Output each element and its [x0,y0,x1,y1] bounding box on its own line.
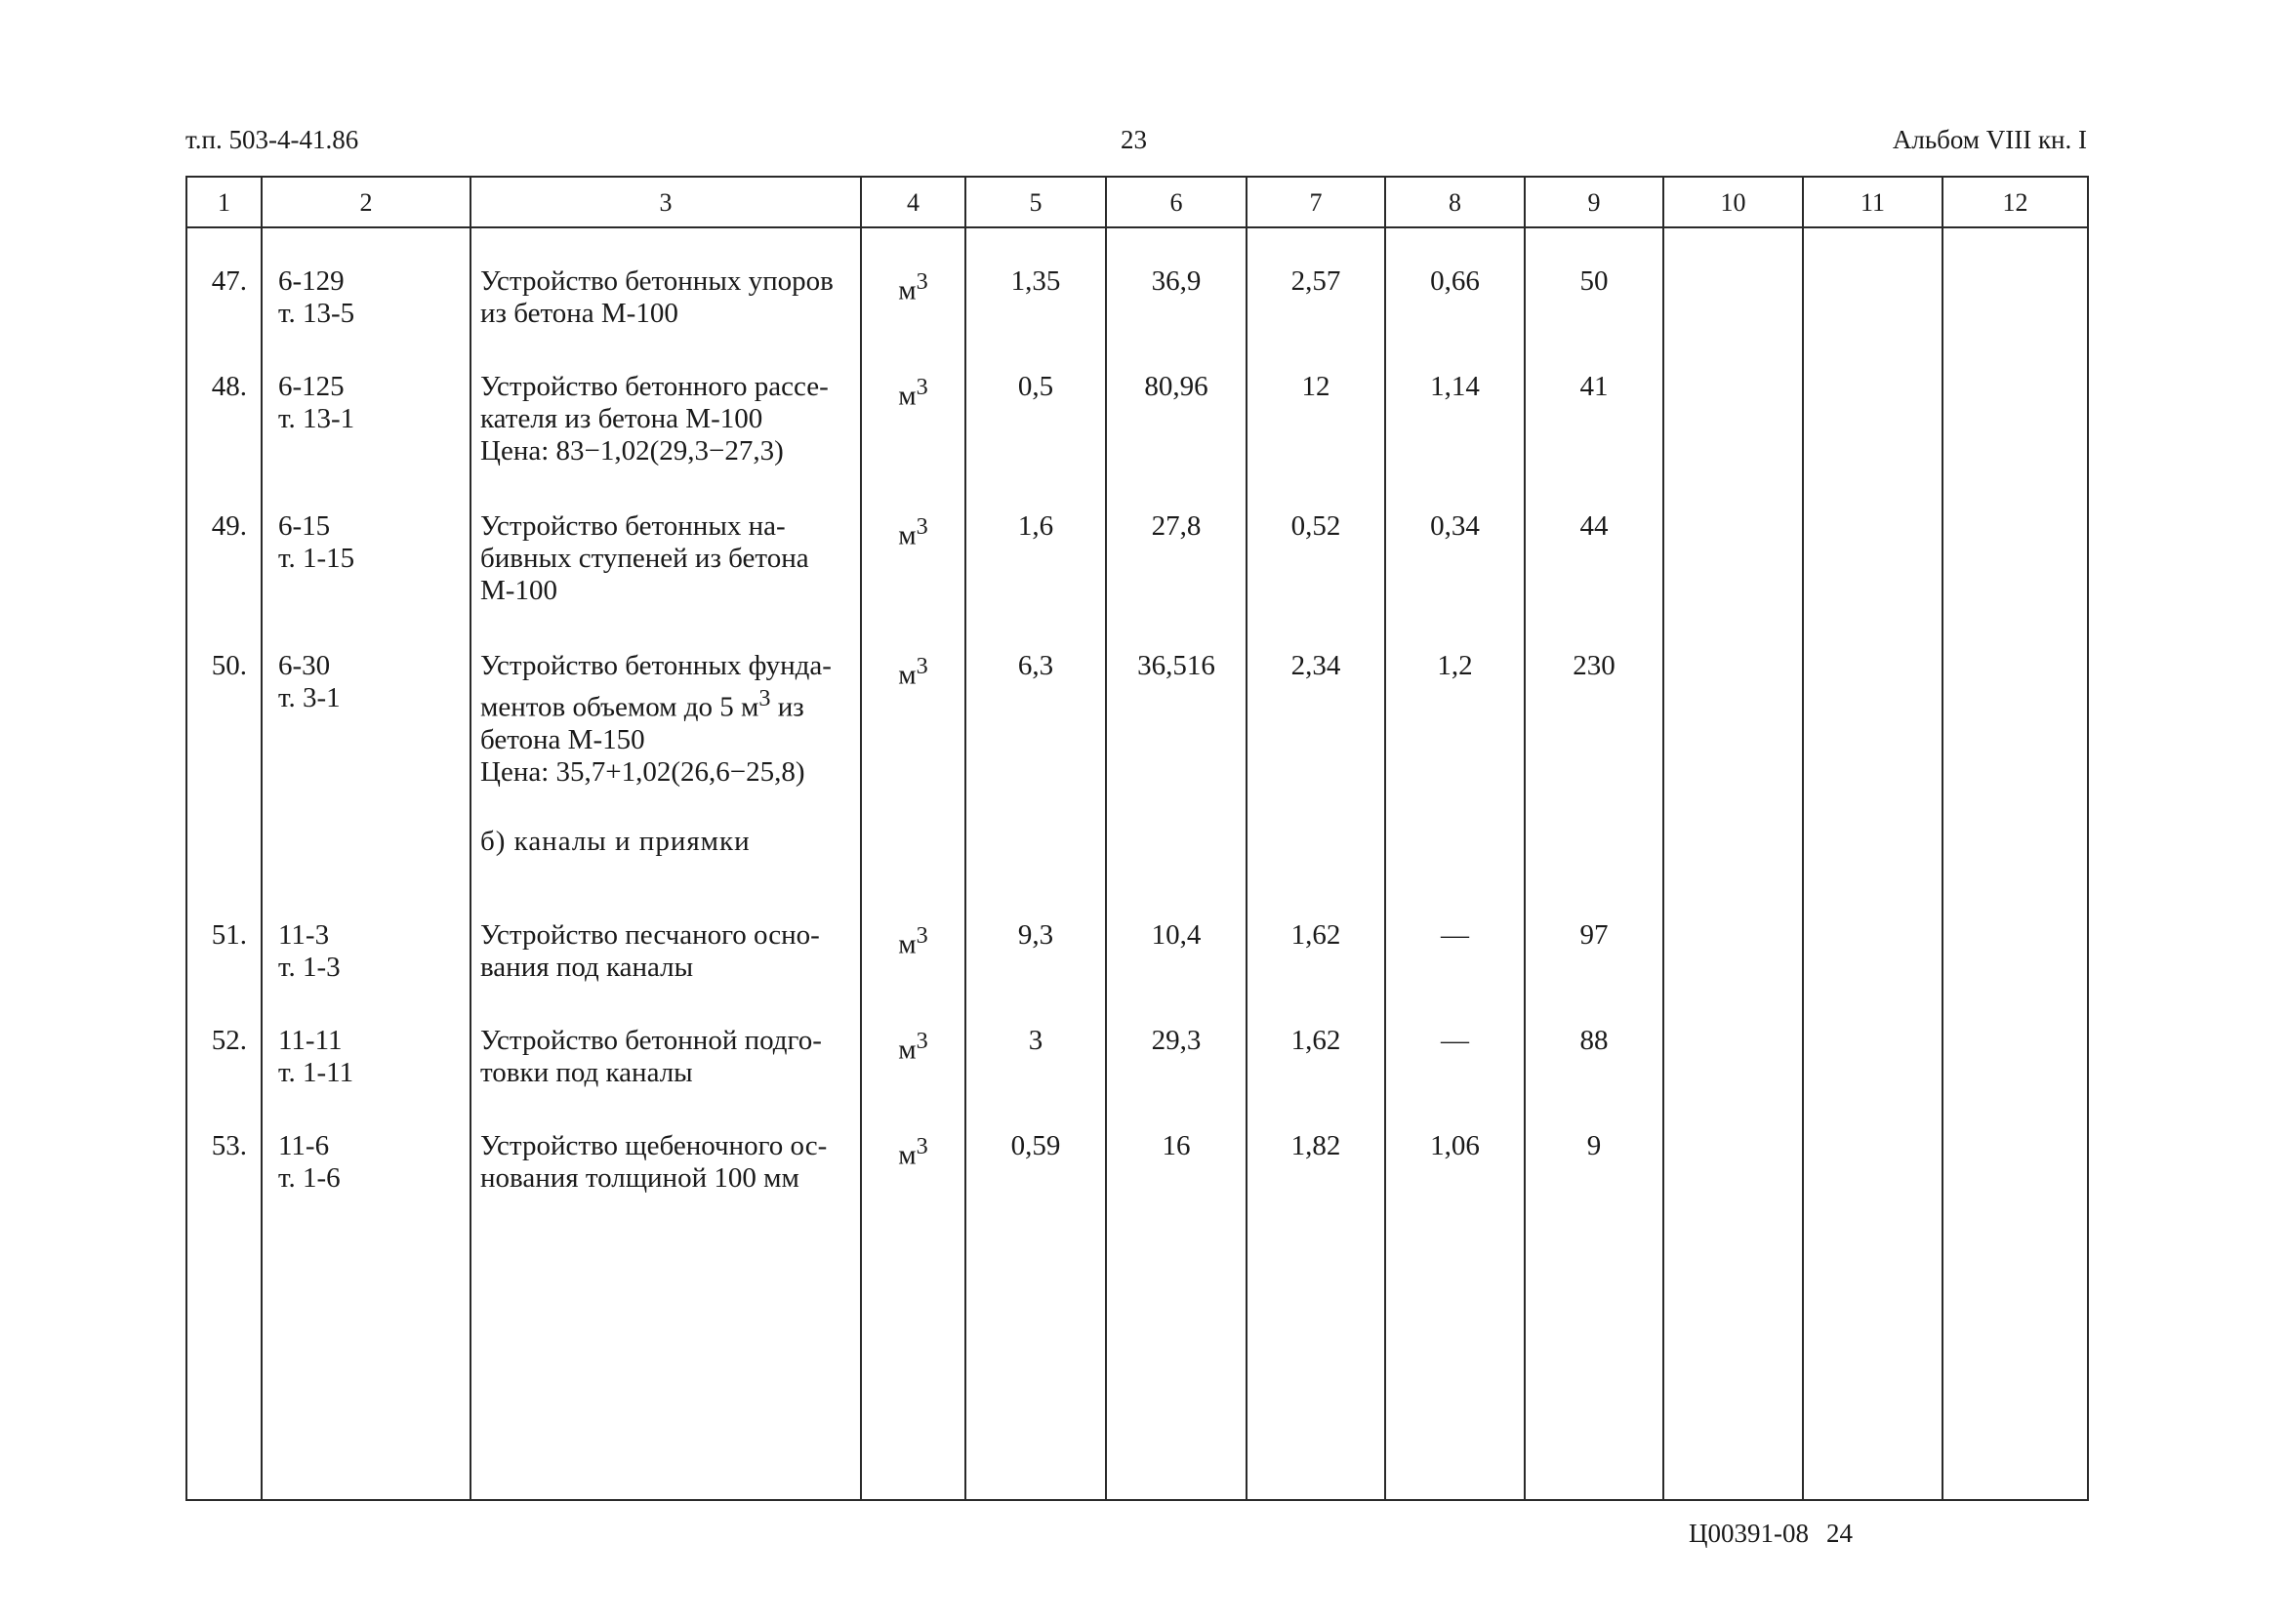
norm-code-line: 6-30 [278,650,331,681]
value-col7: 12 [1247,334,1385,473]
header-document-code: т.п. 503-4-41.86 [185,125,359,154]
description-line: Устройство щебеночного ос- [480,1129,828,1161]
value-col11 [1803,613,1942,789]
norm-code [262,227,470,334]
header-album: Альбом VIII кн. I [1892,125,2087,154]
unit-superscript: 3 [916,268,928,295]
value-col11 [1803,227,1942,334]
value-col5: 0,59 [965,1093,1106,1500]
unit-superscript: 3 [916,374,928,400]
description-superscript: 3 [758,685,771,711]
value-col6: 29,3 [1106,988,1247,1093]
row-number: 52. [186,988,262,1093]
column-header: 2 [262,177,470,227]
column-header: 8 [1385,177,1525,227]
norm-code-line: 11-3 [278,918,330,951]
work-description [470,473,861,613]
unit-superscript: 3 [916,513,928,540]
norm-code [262,473,470,613]
unit-superscript: 3 [916,1027,928,1054]
norm-table-line: т. 1-6 [278,1161,341,1194]
value-col6: 36,516 [1106,613,1247,789]
value-col7: 1,62 [1247,988,1385,1093]
value-col12 [1942,334,2088,473]
empty-cell [262,789,470,882]
value-col9: 230 [1525,613,1663,789]
description-text: ментов объемом до 5 м [480,691,759,723]
value-col11 [1803,334,1942,473]
value-col5: 1,6 [965,473,1106,613]
value-col10 [1663,227,1803,334]
unit-text: м [898,274,917,306]
value-col5: 1,35 [965,227,1106,334]
unit-text: м [898,928,917,960]
value-col12 [1942,227,2088,334]
description-line: нования толщиной 100 мм [480,1161,799,1194]
value-col7: 0,52 [1247,473,1385,613]
value-col6: 16 [1106,1093,1247,1500]
norm-table-line: т. 1-3 [278,951,341,983]
value-col9: 9 [1525,1093,1663,1500]
value-col10 [1663,473,1803,613]
value-col6: 27,8 [1106,473,1247,613]
footer-document-code [1689,1519,1853,1549]
work-description [470,882,861,988]
unit [861,227,965,334]
norm-code [262,613,470,789]
work-description [470,1093,861,1500]
unit-text: м [898,1139,917,1171]
empty-cell [186,789,262,882]
description-line: бетона М-150 [480,723,645,755]
empty-cell [1106,789,1247,882]
column-header: 3 [470,177,861,227]
work-description [470,227,861,334]
unit-text: м [898,519,917,551]
value-col8: 0,34 [1385,473,1525,613]
description-line: из бетона М-100 [480,298,678,329]
value-col8: 1,2 [1385,613,1525,789]
value-col5: 6,3 [965,613,1106,789]
unit [861,473,965,613]
value-col7: 1,82 [1247,1093,1385,1500]
norm-code [262,988,470,1093]
norm-code-line: 11-11 [278,1024,343,1056]
norm-table-line: т. 1-15 [278,543,355,574]
row-number: 47. [186,227,262,334]
unit [861,988,965,1093]
norm-code-line: 6-125 [278,371,345,402]
unit [861,882,965,988]
footer-code: Ц00391-08 [1689,1519,1809,1548]
description-line: М-100 [480,575,557,606]
value-col8: 1,14 [1385,334,1525,473]
unit [861,613,965,789]
value-col12 [1942,473,2088,613]
footer-page-number: 24 [1826,1519,1853,1548]
norm-table-line: т. 13-1 [278,403,355,434]
empty-cell [1803,789,1942,882]
unit-text: м [898,1034,917,1066]
norm-code-line: 6-129 [278,265,345,297]
value-col10 [1663,988,1803,1093]
value-col7: 2,34 [1247,613,1385,789]
column-header: 7 [1247,177,1385,227]
value-col10 [1663,1093,1803,1500]
value-col12 [1942,988,2088,1093]
table-header-row [186,177,2088,227]
description-line: бивных ступеней из бетона [480,543,809,574]
header-page-number: 23 [1121,125,1147,154]
empty-cell [1525,789,1663,882]
norm-code-line: 6-15 [278,510,331,542]
value-col6: 10,4 [1106,882,1247,988]
column-header: 5 [965,177,1106,227]
unit-text: м [898,380,917,412]
value-col5: 9,3 [965,882,1106,988]
value-col5: 0,5 [965,334,1106,473]
column-header: 11 [1803,177,1942,227]
description-line: кателя из бетона М-100 [480,403,763,434]
value-col11 [1803,1093,1942,1500]
value-col9: 44 [1525,473,1663,613]
value-col9: 97 [1525,882,1663,988]
value-col11 [1803,882,1942,988]
empty-cell [1663,789,1803,882]
norm-table-line: т. 1-11 [278,1056,354,1088]
description-line: Устройство бетонных фунда- [480,650,832,681]
column-header: 6 [1106,177,1247,227]
value-col12 [1942,1093,2088,1500]
empty-cell [1247,789,1385,882]
value-col8: — [1385,882,1525,988]
value-col10 [1663,882,1803,988]
description-line: Устройство бетонной подго- [480,1024,822,1056]
value-col12 [1942,613,2088,789]
unit-superscript: 3 [916,921,928,949]
value-col8: — [1385,988,1525,1093]
value-col9: 41 [1525,334,1663,473]
norm-code [262,334,470,473]
table-row [186,613,2088,789]
row-number: 51. [186,882,262,988]
unit [861,334,965,473]
unit-text: м [898,659,917,691]
column-header: 10 [1663,177,1803,227]
value-col8: 1,06 [1385,1093,1525,1500]
empty-cell [1942,789,2088,882]
unit-superscript: 3 [916,1132,928,1159]
empty-cell [861,789,965,882]
value-col5: 3 [965,988,1106,1093]
empty-cell [965,789,1106,882]
value-col10 [1663,334,1803,473]
norm-code [262,1093,470,1500]
work-description [470,988,861,1093]
estimate-table [185,176,2089,1501]
description-line: товки под каналы [480,1056,693,1088]
table-row [186,882,2088,988]
description-line: Устройство бетонных упоров [480,265,834,297]
price-formula: Цена: 83−1,02(29,3−27,3) [480,435,784,467]
value-col7: 2,57 [1247,227,1385,334]
norm-code [262,882,470,988]
column-header: 12 [1942,177,2088,227]
value-col9: 50 [1525,227,1663,334]
table-row [186,334,2088,473]
column-header: 1 [186,177,262,227]
value-col11 [1803,988,1942,1093]
norm-table-line: т. 3-1 [278,682,341,713]
value-col9: 88 [1525,988,1663,1093]
value-col10 [1663,613,1803,789]
work-description [470,334,861,473]
table-row [186,473,2088,613]
description-line: вания под каналы [480,951,694,983]
value-col8: 0,66 [1385,227,1525,334]
description-line: Устройство песчаного осно- [480,918,820,951]
value-col12 [1942,882,2088,988]
description-line: Устройство бетонных на- [480,510,786,542]
empty-cell [1385,789,1525,882]
value-col6: 80,96 [1106,334,1247,473]
value-col6: 36,9 [1106,227,1247,334]
value-col7: 1,62 [1247,882,1385,988]
description-line: Устройство бетонного рассе- [480,371,829,402]
section-title [470,789,861,882]
table-row [186,988,2088,1093]
table-row [186,1093,2088,1500]
section-row [186,789,2088,882]
description-line [480,682,852,724]
price-formula: Цена: 35,7+1,02(26,6−25,8) [480,755,805,788]
column-header: 4 [861,177,965,227]
description-text: из [770,691,804,723]
norm-table-line: т. 13-5 [278,298,355,329]
unit [861,1093,965,1500]
section-title-text: б) каналы и приямки [480,825,751,857]
row-number: 53. [186,1093,262,1500]
row-number: 49. [186,473,262,613]
table-row [186,227,2088,334]
value-col11 [1803,473,1942,613]
column-header: 9 [1525,177,1663,227]
row-number: 48. [186,334,262,473]
row-number: 50. [186,613,262,789]
work-description [470,613,861,789]
norm-code-line: 11-6 [278,1129,330,1161]
unit-superscript: 3 [916,653,928,679]
